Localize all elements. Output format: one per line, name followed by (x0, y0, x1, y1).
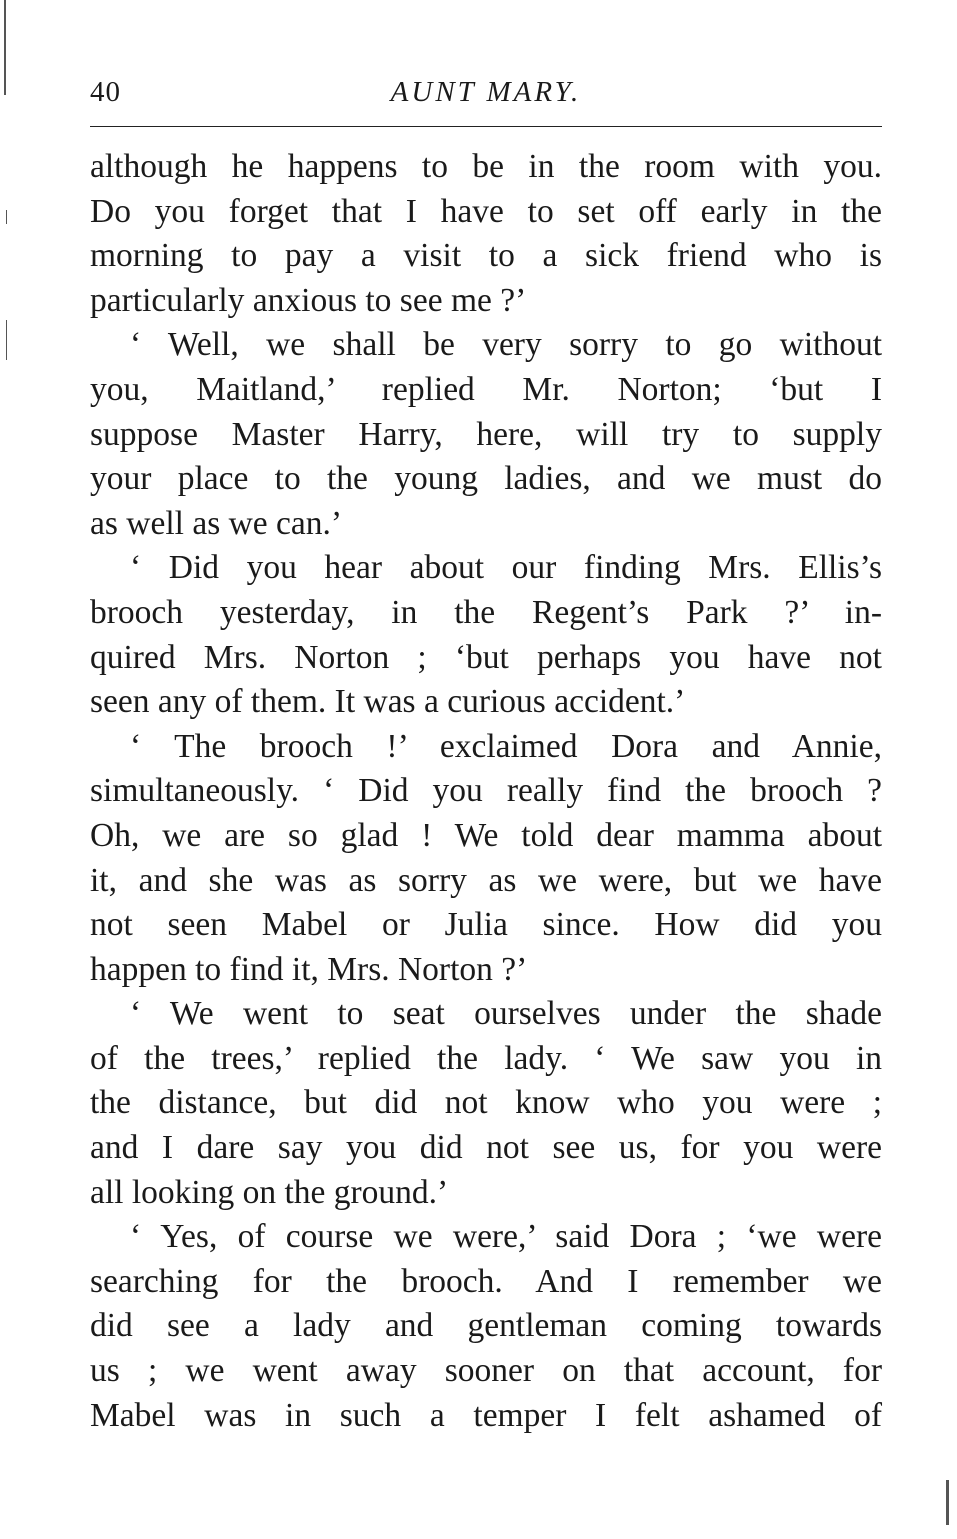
text-line: Oh, we are so glad ! We told dear mamma about (90, 816, 882, 854)
text-line: morning to pay a visit to a sick friend who is (90, 237, 882, 275)
header-rule (90, 126, 882, 127)
text-line: simultaneously. ‘ Did you really find the brooch ? (90, 772, 882, 810)
text-line: did see a lady and gentleman coming towards (90, 1307, 882, 1345)
text-line: quired Mrs. Norton ; ‘but perhaps you have not (90, 638, 882, 676)
text-line: ‘ We went to seat ourselves under the shade (130, 995, 882, 1033)
text-line: searching for the brooch. And I remember we (90, 1262, 882, 1300)
text-line: as well as we can.’ (90, 504, 343, 542)
text-line: us ; we went away sooner on that account, for (90, 1352, 882, 1390)
text-line: of the trees,’ replied the lady. ‘ We saw you in (90, 1039, 882, 1077)
text-line: your place to the young ladies, and we must do (90, 460, 882, 498)
text-line: seen any of them. It was a curious accident.’ (90, 683, 686, 721)
page-number: 40 (90, 76, 121, 108)
body-text (90, 145, 882, 1438)
text-line: and I dare say you did not see us, for you were (90, 1129, 882, 1167)
scan-mark (4, 0, 6, 95)
text-line: ‘ The brooch !’ exclaimed Dora and Annie, (130, 727, 882, 765)
text-line: it, and she was as sorry as we were, but we have (90, 861, 882, 899)
text-line: ‘ Did you hear about our finding Mrs. Ellis’s (130, 549, 882, 587)
text-line: Mabel was in such a temper I felt ashamed of (90, 1396, 882, 1434)
scan-mark (6, 210, 7, 224)
page-header (90, 68, 882, 112)
text-line: brooch yesterday, in the Regent’s Park ?’ in- (90, 593, 882, 631)
text-line: the distance, but did not know who you were ; (90, 1084, 882, 1122)
scan-mark (946, 1480, 949, 1525)
text-line: suppose Master Harry, here, will try to supply (90, 415, 882, 453)
text-line: particularly anxious to see me ?’ (90, 281, 527, 319)
text-line: although he happens to be in the room with you. (90, 148, 882, 185)
running-title: AUNT MARY. (390, 76, 582, 108)
text-line: not seen Mabel or Julia since. How did you (90, 906, 882, 944)
text-line: all looking on the ground.’ (90, 1173, 449, 1211)
text-line: ‘ Yes, of course we were,’ said Dora ; ‘we were (130, 1218, 882, 1256)
text-line: ‘ Well, we shall be very sorry to go without (130, 326, 882, 364)
scan-mark (6, 320, 7, 360)
text-line: Do you forget that I have to set off early in the (90, 192, 882, 230)
text-line: happen to find it, Mrs. Norton ?’ (90, 950, 528, 988)
text-line: you, Maitland,’ replied Mr. Norton; ‘but I (90, 370, 882, 408)
